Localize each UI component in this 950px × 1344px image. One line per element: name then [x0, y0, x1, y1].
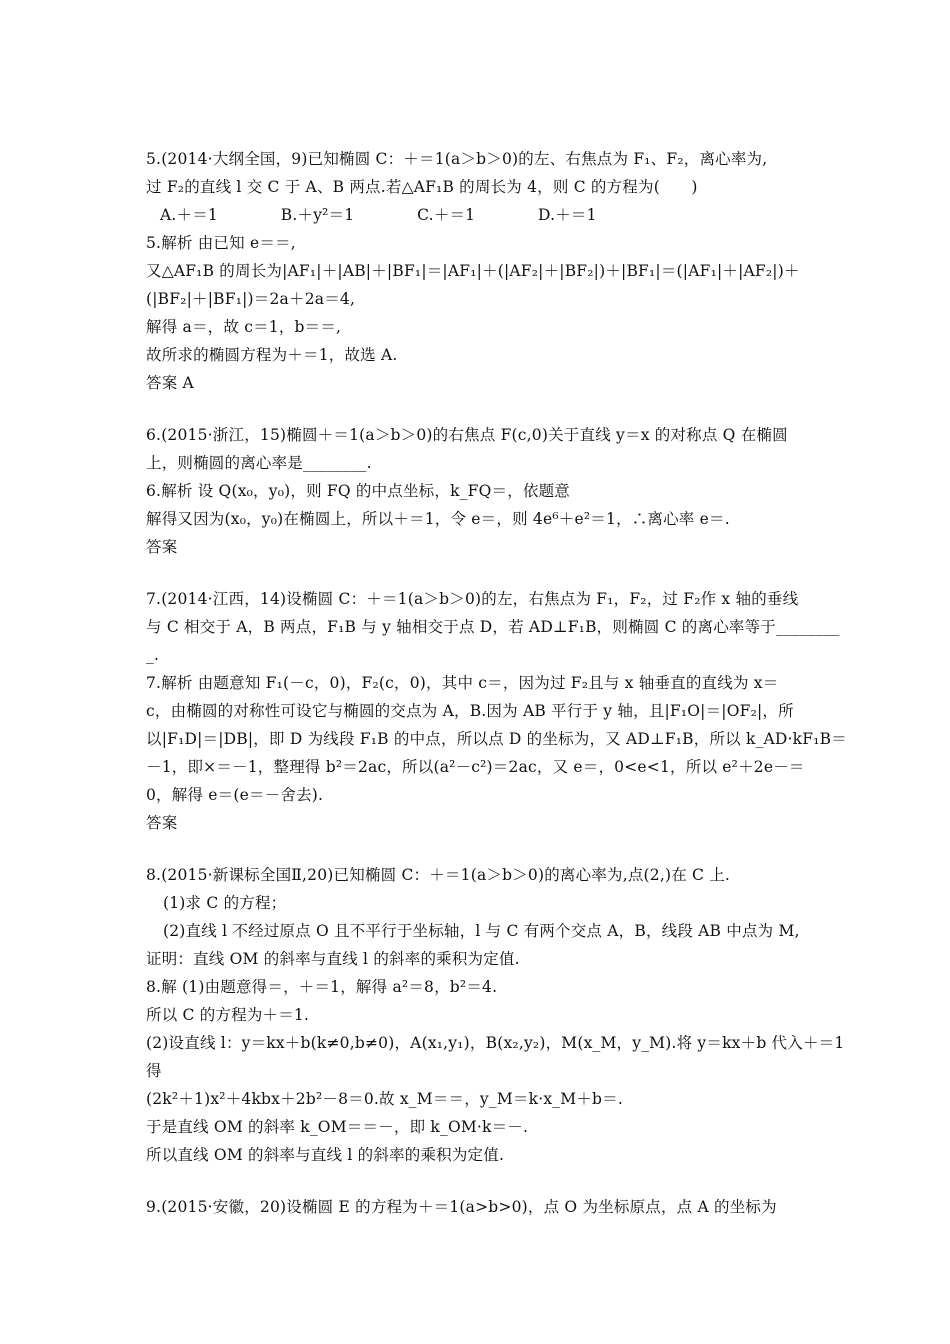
text-line: 7.(2014·江西，14)设椭圆 C：＋＝1(a＞b＞0)的左，右焦点为 F₁，F₂，过 F₂作 x 轴的垂线 — [146, 590, 799, 608]
text-line: 证明：直线 OM 的斜率与直线 l 的斜率的乘积为定值. — [146, 950, 520, 968]
text-line: 上，则椭圆的离心率是________. — [146, 454, 372, 472]
text-line: (1)求 C 的方程； — [163, 894, 287, 912]
text-line: 9.(2015·安徽，20)设椭圆 E 的方程为＋＝1(a>b>0)，点 O 为坐标原点，点 A 的坐标为 — [146, 1198, 777, 1216]
text-line: 0，解得 e＝(e＝－舍去). — [146, 786, 324, 804]
text-line: 得 — [146, 1062, 162, 1080]
text-line: 于是直线 OM 的斜率 k_OM＝＝－，即 k_OM·k＝－. — [146, 1118, 529, 1136]
text-line: c，由椭圆的对称性可设它与椭圆的交点为 A，B.因为 AB 平行于 y 轴，且|F₁O|＝|OF₂|，所 — [146, 702, 794, 720]
text-line: 8.(2015·新课标全国Ⅱ,20)已知椭圆 C：＋＝1(a＞b＞0)的离心率为,点(2,)在 C 上. — [146, 866, 731, 884]
answer-line: 答案 — [146, 538, 178, 556]
text-line: (|BF₂|＋|BF₁|)＝2a＋2a＝4, — [146, 290, 356, 308]
text-line: 与 C 相交于 A，B 两点，F₁B 与 y 轴相交于点 D，若 AD⊥F₁B，则椭圆 C 的离心率等于________ — [146, 618, 840, 636]
text-line: 解得 a＝，故 c＝1，b＝＝, — [146, 318, 342, 336]
text-line: －1，即×＝－1，整理得 b²＝2ac，所以(a²－c²)＝2ac，又 e＝，0<e<1，所以 e²＋2e－＝ — [146, 758, 805, 776]
text-line: 7.解析 由题意知 F₁(－c，0)，F₂(c，0)，其中 c＝，因为过 F₂且与 x 轴垂直的直线为 x＝ — [146, 674, 779, 692]
answer-line: 答案 A — [146, 374, 194, 392]
text-line: 5.解析 由已知 e＝＝, — [146, 234, 296, 252]
text-line: (2k²＋1)x²＋4kbx＋2b²－8＝0.故 x_M＝＝，y_M＝k·x_M＋b＝. — [146, 1090, 623, 1108]
text-line: 6.解析 设 Q(x₀，y₀)，则 FQ 的中点坐标，k_FQ＝，依题意 — [146, 482, 570, 500]
answer-options: A.＋＝1 B.＋y²＝1 C.＋＝1 D.＋＝1 — [160, 206, 597, 224]
text-line: 6.(2015·浙江，15)椭圆＋＝1(a＞b＞0)的右焦点 F(c,0)关于直线 y＝x 的对称点 Q 在椭圆 — [146, 426, 788, 444]
text-line: 所以 C 的方程为＋＝1. — [146, 1006, 310, 1024]
text-line: 5.(2014·大纲全国，9)已知椭圆 C：＋＝1(a＞b＞0)的左、右焦点为 F₁、F₂，离心率为, — [146, 150, 768, 168]
text-line: 又△AF₁B 的周长为|AF₁|＋|AB|＋|BF₁|＝|AF₁|＋(|AF₂|＋|BF₂|)＋|BF₁|＝(|AF₁|＋|AF₂|)＋ — [146, 262, 800, 280]
text-line: 所以直线 OM 的斜率与直线 l 的斜率的乘积为定值. — [146, 1146, 505, 1164]
text-line: (2)直线 l 不经过原点 O 且不平行于坐标轴，l 与 C 有两个交点 A，B，线段 AB 中点为 M, — [163, 922, 800, 940]
answer-line: 答案 — [146, 814, 178, 832]
text-line: 8.解 (1)由题意得＝，＋＝1，解得 a²＝8，b²＝4. — [146, 978, 498, 996]
text-line: (2)设直线 l：y＝kx＋b(k≠0,b≠0)，A(x₁,y₁)，B(x₂,y₂)，M(x_M，y_M).将 y＝kx＋b 代入＋＝1 — [146, 1034, 845, 1052]
text-line: 过 F₂的直线 l 交 C 于 A、B 两点.若△AF₁B 的周长为 4，则 C 的方程为( ) — [146, 178, 698, 196]
text-line: _. — [146, 646, 160, 664]
text-line: 故所求的椭圆方程为＋＝1，故选 A. — [146, 346, 398, 364]
text-line: 以|F₁D|＝|DB|，即 D 为线段 F₁B 的中点，所以点 D 的坐标为，又 AD⊥F₁B，所以 k_AD·kF₁B＝ — [146, 730, 847, 748]
text-line: 解得又因为(x₀，y₀)在椭圆上，所以＋＝1，令 e＝，则 4e⁶＋e²＝1，∴离心率 e＝. — [146, 510, 730, 528]
